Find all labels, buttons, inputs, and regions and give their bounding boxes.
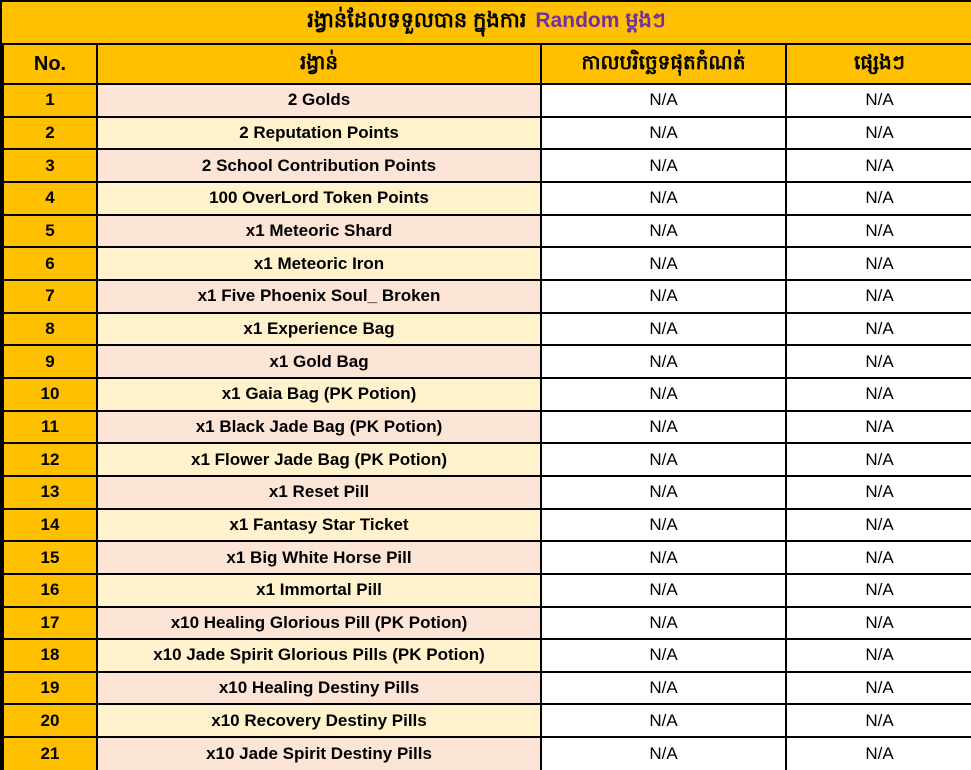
table-row (3, 280, 971, 313)
table-row (3, 117, 971, 150)
row-number-cell: 8 (3, 313, 97, 346)
prize-cell: x1 Big White Horse Pill (97, 541, 541, 574)
page-title-accent: Random ម្ដងៗ (535, 9, 666, 32)
table-row (3, 443, 971, 476)
table-row (3, 704, 971, 737)
row-number-cell: 21 (3, 737, 97, 770)
column-header-no: No. (3, 44, 97, 84)
expiry-cell: N/A (541, 84, 786, 117)
other-cell: N/A (786, 476, 971, 509)
column-header-expiry: កាលបរិច្ឆេទផុតកំណត់ (541, 44, 786, 84)
row-number-cell: 14 (3, 509, 97, 542)
header-row (3, 44, 971, 84)
prize-cell: x1 Gold Bag (97, 345, 541, 378)
prize-cell: x1 Flower Jade Bag (PK Potion) (97, 443, 541, 476)
other-cell: N/A (786, 117, 971, 150)
other-cell: N/A (786, 607, 971, 640)
expiry-cell: N/A (541, 313, 786, 346)
expiry-cell: N/A (541, 443, 786, 476)
expiry-cell: N/A (541, 149, 786, 182)
row-number-cell: 1 (3, 84, 97, 117)
prize-cell: x1 Five Phoenix Soul_ Broken (97, 280, 541, 313)
expiry-cell: N/A (541, 411, 786, 444)
row-number-cell: 6 (3, 247, 97, 280)
other-cell: N/A (786, 411, 971, 444)
row-number-cell: 16 (3, 574, 97, 607)
other-cell: N/A (786, 149, 971, 182)
other-cell: N/A (786, 541, 971, 574)
row-number-cell: 19 (3, 672, 97, 705)
table-row (3, 378, 971, 411)
prize-cell: x1 Experience Bag (97, 313, 541, 346)
expiry-cell: N/A (541, 574, 786, 607)
row-number-cell: 5 (3, 215, 97, 248)
expiry-cell: N/A (541, 639, 786, 672)
other-cell: N/A (786, 345, 971, 378)
expiry-cell: N/A (541, 541, 786, 574)
other-cell: N/A (786, 574, 971, 607)
other-cell: N/A (786, 247, 971, 280)
row-number-cell: 18 (3, 639, 97, 672)
expiry-cell: N/A (541, 476, 786, 509)
expiry-cell: N/A (541, 247, 786, 280)
row-number-cell: 12 (3, 443, 97, 476)
prize-cell: x1 Immortal Pill (97, 574, 541, 607)
rewards-table-header (3, 44, 971, 84)
prize-cell: x10 Jade Spirit Destiny Pills (97, 737, 541, 770)
row-number-cell: 15 (3, 541, 97, 574)
table-row (3, 247, 971, 280)
prize-cell: 2 School Contribution Points (97, 149, 541, 182)
other-cell: N/A (786, 182, 971, 215)
rewards-table-body (3, 84, 971, 770)
rewards-table (2, 43, 971, 770)
prize-cell: x10 Jade Spirit Glorious Pills (PK Potion) (97, 639, 541, 672)
expiry-cell: N/A (541, 672, 786, 705)
row-number-cell: 20 (3, 704, 97, 737)
prize-cell: x1 Reset Pill (97, 476, 541, 509)
prize-cell: 100 OverLord Token Points (97, 182, 541, 215)
table-row (3, 411, 971, 444)
table-row (3, 215, 971, 248)
other-cell: N/A (786, 737, 971, 770)
page-title-text: រង្វាន់ដែលទទួលបាន ក្នុងការ (307, 9, 527, 32)
other-cell: N/A (786, 509, 971, 542)
table-row (3, 639, 971, 672)
row-number-cell: 17 (3, 607, 97, 640)
row-number-cell: 9 (3, 345, 97, 378)
prize-cell: x10 Healing Destiny Pills (97, 672, 541, 705)
prize-cell: x1 Fantasy Star Ticket (97, 509, 541, 542)
prize-cell: 2 Golds (97, 84, 541, 117)
column-header-other: ផ្សេងៗ (786, 44, 971, 84)
expiry-cell: N/A (541, 378, 786, 411)
table-row (3, 541, 971, 574)
table-row (3, 509, 971, 542)
prize-cell: x1 Black Jade Bag (PK Potion) (97, 411, 541, 444)
page-title (2, 2, 971, 43)
expiry-cell: N/A (541, 704, 786, 737)
row-number-cell: 11 (3, 411, 97, 444)
expiry-cell: N/A (541, 607, 786, 640)
column-header-prize: រង្វាន់ (97, 44, 541, 84)
table-row (3, 476, 971, 509)
table-row (3, 672, 971, 705)
other-cell: N/A (786, 672, 971, 705)
prize-cell: x1 Meteoric Shard (97, 215, 541, 248)
other-cell: N/A (786, 280, 971, 313)
table-row (3, 84, 971, 117)
other-cell: N/A (786, 704, 971, 737)
prize-cell: x1 Gaia Bag (PK Potion) (97, 378, 541, 411)
prize-cell: 2 Reputation Points (97, 117, 541, 150)
row-number-cell: 10 (3, 378, 97, 411)
other-cell: N/A (786, 215, 971, 248)
other-cell: N/A (786, 443, 971, 476)
table-row (3, 149, 971, 182)
expiry-cell: N/A (541, 737, 786, 770)
table-row (3, 574, 971, 607)
expiry-cell: N/A (541, 345, 786, 378)
row-number-cell: 13 (3, 476, 97, 509)
expiry-cell: N/A (541, 182, 786, 215)
row-number-cell: 4 (3, 182, 97, 215)
other-cell: N/A (786, 313, 971, 346)
table-row (3, 182, 971, 215)
expiry-cell: N/A (541, 117, 786, 150)
other-cell: N/A (786, 378, 971, 411)
expiry-cell: N/A (541, 509, 786, 542)
table-row (3, 313, 971, 346)
expiry-cell: N/A (541, 215, 786, 248)
other-cell: N/A (786, 639, 971, 672)
expiry-cell: N/A (541, 280, 786, 313)
row-number-cell: 7 (3, 280, 97, 313)
prize-cell: x10 Healing Glorious Pill (PK Potion) (97, 607, 541, 640)
table-row (3, 345, 971, 378)
row-number-cell: 2 (3, 117, 97, 150)
table-row (3, 607, 971, 640)
row-number-cell: 3 (3, 149, 97, 182)
prize-cell: x10 Recovery Destiny Pills (97, 704, 541, 737)
table-row (3, 737, 971, 770)
other-cell: N/A (786, 84, 971, 117)
prize-cell: x1 Meteoric Iron (97, 247, 541, 280)
